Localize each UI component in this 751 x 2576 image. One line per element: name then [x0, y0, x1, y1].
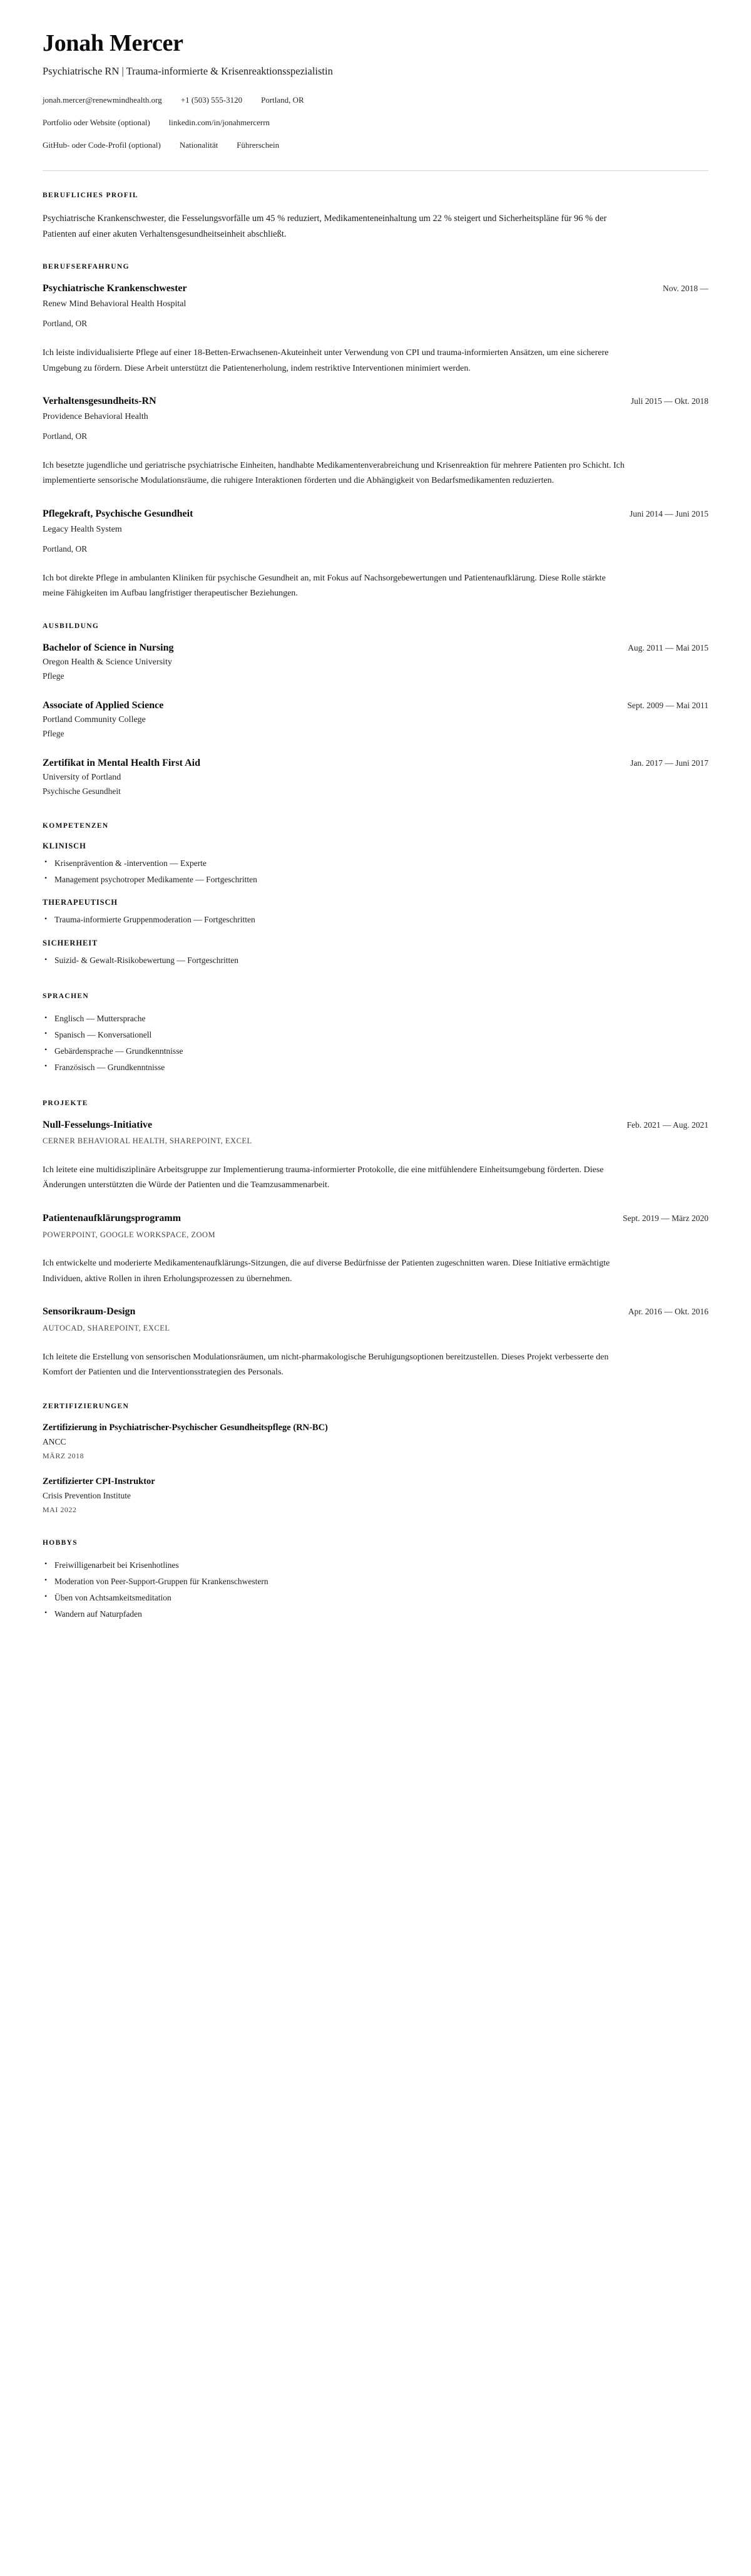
experience-dates: Nov. 2018 —	[663, 284, 708, 294]
language-list	[43, 1012, 708, 1074]
profile-summary-text: Psychiatrische Krankenschwester, die Fesselungsvorfälle um 45 % reduziert, Medikamenteneinhaltung um 22 % steigert und Sicherheitspläne für 96 % der Patienten auf einer akuten Verhaltensgesundheitseinheit abschließt.	[43, 214, 607, 240]
education-dates: Jan. 2017 — Juni 2017	[630, 758, 708, 768]
section-title-projects: PROJEKTE	[43, 1099, 88, 1107]
experience-dates: Juni 2014 — Juni 2015	[629, 508, 708, 518]
contact-phone[interactable]: +1 (503) 555-3120	[180, 95, 243, 105]
experience-role: Pflegekraft, Psychische Gesundheit	[43, 508, 193, 519]
project-entry	[43, 1119, 708, 1193]
project-entry-head	[43, 1119, 708, 1132]
education-degree: Associate of Applied Science	[43, 699, 164, 711]
skill-group	[43, 898, 708, 927]
section-languages	[43, 992, 708, 1074]
candidate-name: Jonah Mercer	[43, 30, 183, 56]
project-entry	[43, 1306, 708, 1380]
experience-location: Portland, OR	[43, 319, 88, 329]
education-entry	[43, 642, 708, 683]
project-description: Ich leitete eine multidisziplinäre Arbeitsgruppe zur Implementierung trauma-informierter Protokolle, die eine mitfühlendere Einheitsumgebung förderten. Diese Änderungen unterstützten die Würde der Patienten und die Teamzusammenarbeit.	[43, 1165, 604, 1190]
project-dates: Sept. 2019 — März 2020	[623, 1213, 708, 1223]
section-title-profile: BERUFLICHES PROFIL	[43, 192, 139, 200]
certification-entry	[43, 1476, 708, 1515]
project-name: Sensorikraum-Design	[43, 1306, 136, 1317]
section-title-education: AUSBILDUNG	[43, 622, 100, 630]
contact-row-web	[43, 117, 708, 129]
contact-drivers-license: Führerschein	[237, 140, 280, 150]
certification-name: Zertifizierter CPI-Instruktor	[43, 1476, 155, 1487]
education-entry	[43, 699, 708, 741]
experience-description: Ich besetzte jugendliche und geriatrische psychiatrische Einheiten, handhabte Medikamentenverabreichung und Krisenreaktion für mehrere Patienten pro Schicht. Ich implementierte sensorische Modulationsräume, die ruhigere Interaktionen förderten und die Abhängigkeit von Bedarfsmedikamenten reduzierten.	[43, 461, 625, 486]
project-tech-stack: POWERPOINT, GOOGLE WORKSPACE, ZOOM	[43, 1230, 216, 1239]
hobby-item: • Wandern auf Naturpfaden	[43, 1607, 708, 1621]
education-degree: Zertifikat in Mental Health First Aid	[43, 757, 200, 768]
experience-role: Psychiatrische Krankenschwester	[43, 283, 187, 294]
project-description: Ich entwickelte und moderierte Medikamentenaufklärungs-Sitzungen, die auf diverse Bedürfnisse der Patienten zugeschnitten waren. Diese Initiative ermächtigte Individuen, aktive Rollen in ihren Erholungsprozessen zu übernehmen.	[43, 1259, 610, 1284]
project-name: Null-Fesselungs-Initiative	[43, 1119, 153, 1130]
hobby-item: • Freiwilligenarbeit bei Krisenhotlines	[43, 1558, 708, 1572]
skill-list	[43, 954, 708, 967]
section-hobbies	[43, 1539, 708, 1620]
hobby-item: • Üben von Achtsamkeitsmeditation	[43, 1591, 708, 1605]
contact-portfolio[interactable]: Portfolio oder Website (optional)	[43, 117, 150, 127]
skill-group	[43, 939, 708, 967]
project-tech-stack: CERNER BEHAVIORAL HEALTH, SHAREPOINT, EXCEL	[43, 1136, 252, 1146]
experience-description: Ich bot direkte Pflege in ambulanten Kliniken für psychische Gesundheit an, mit Fokus auf Nachsorgebewertungen und Patientenaufklärung. Diese Rolle stärkte meine Fähigkeiten im Aufbau langfristiger therapeutischer Beziehungen.	[43, 573, 606, 599]
project-entry-head	[43, 1212, 708, 1225]
education-field: Psychische Gesundheit	[43, 786, 121, 796]
language-item: • Spanisch — Konversationell	[43, 1028, 708, 1042]
section-title-skills: KOMPETENZEN	[43, 822, 109, 830]
contact-email[interactable]: jonah.mercer@renewmindhealth.org	[43, 95, 162, 105]
project-description: Ich leitete die Erstellung von sensorischen Modulationsräumen, um nicht-pharmakologische Beruhigungsoptionen bereitzustellen. Dieses Projekt verbesserte den Komfort der Patienten und die Interventionsstrategien des Personals.	[43, 1352, 609, 1377]
contact-row-primary	[43, 95, 708, 106]
experience-organization: Legacy Health System	[43, 524, 122, 534]
section-education	[43, 622, 708, 798]
education-field: Pflege	[43, 729, 64, 739]
education-school: Portland Community College	[43, 715, 146, 725]
certification-date: MAI 2022	[43, 1505, 77, 1514]
skill-group-name: THERAPEUTISCH	[43, 898, 118, 907]
hobby-list	[43, 1558, 708, 1620]
experience-entry	[43, 282, 708, 376]
resume-header	[43, 30, 708, 171]
header-divider	[43, 170, 708, 171]
skill-group-name: KLINISCH	[43, 841, 86, 850]
experience-organization: Providence Behavioral Health	[43, 411, 148, 421]
experience-dates: Juli 2015 — Okt. 2018	[630, 396, 708, 406]
skill-list	[43, 913, 708, 927]
project-dates: Apr. 2016 — Okt. 2016	[628, 1307, 708, 1317]
section-title-hobbies: HOBBYS	[43, 1538, 78, 1547]
contact-github[interactable]: GitHub- oder Code-Profil (optional)	[43, 140, 161, 150]
experience-description: Ich leiste individualisierte Pflege auf einer 18-Betten-Erwachsenen-Akuteinheit unter Verwendung von CPI und trauma-informierten Ansätzen, um eine sicherere Umgebung zu fördern. Diese Arbeit unterstützt die Patientenerholung, indem restriktive Interventionen minimiert werden.	[43, 348, 609, 373]
education-entry	[43, 757, 708, 798]
project-entry	[43, 1212, 708, 1287]
experience-organization: Renew Mind Behavioral Health Hospital	[43, 299, 186, 309]
skill-item: • Suizid- & Gewalt-Risikobewertung — Fortgeschritten	[43, 954, 708, 967]
education-school: Oregon Health & Science University	[43, 657, 172, 667]
project-name: Patientenaufklärungsprogramm	[43, 1212, 181, 1224]
experience-entry	[43, 395, 708, 489]
candidate-headline: Psychiatrische RN | Trauma-informierte & Krisenreaktionsspezialistin	[43, 64, 333, 77]
skill-item: • Management psychotroper Medikamente — Fortgeschritten	[43, 873, 708, 887]
section-certifications	[43, 1403, 708, 1515]
certification-issuer: ANCC	[43, 1436, 66, 1446]
education-entry-head	[43, 642, 708, 655]
contact-nationality: Nationalität	[179, 140, 218, 150]
experience-location: Portland, OR	[43, 544, 88, 554]
section-title-experience: BERUFSERFAHRUNG	[43, 263, 130, 271]
language-item: • Französisch — Grundkenntnisse	[43, 1061, 708, 1074]
experience-role: Verhaltensgesundheits-RN	[43, 395, 156, 406]
project-dates: Feb. 2021 — Aug. 2021	[626, 1120, 708, 1130]
certification-date: MÄRZ 2018	[43, 1451, 84, 1461]
experience-entry-head	[43, 508, 708, 521]
education-dates: Aug. 2011 — Mai 2015	[628, 642, 708, 652]
certification-issuer: Crisis Prevention Institute	[43, 1490, 131, 1500]
certification-entry	[43, 1422, 708, 1461]
experience-entry-head	[43, 282, 708, 296]
experience-entry	[43, 508, 708, 602]
education-school: University of Portland	[43, 773, 121, 783]
education-dates: Sept. 2009 — Mai 2011	[627, 700, 708, 710]
project-tech-stack: AUTOCAD, SHAREPOINT, EXCEL	[43, 1323, 170, 1332]
skill-item: • Trauma-informierte Gruppenmoderation — Fortgeschritten	[43, 913, 708, 927]
experience-location: Portland, OR	[43, 431, 88, 441]
project-entry-head	[43, 1306, 708, 1319]
section-title-languages: SPRACHEN	[43, 992, 89, 1001]
certification-name: Zertifizierung in Psychiatrischer-Psychischer Gesundheitspflege (RN-BC)	[43, 1423, 328, 1433]
education-field: Pflege	[43, 671, 64, 681]
section-projects	[43, 1100, 708, 1381]
contact-row-extra	[43, 140, 708, 152]
contact-location: Portland, OR	[261, 95, 304, 105]
skill-list	[43, 857, 708, 887]
section-profile	[43, 192, 708, 242]
skill-item: • Krisenprävention & -intervention — Experte	[43, 857, 708, 870]
hobby-item: • Moderation von Peer-Support-Gruppen für Krankenschwestern	[43, 1575, 708, 1589]
education-degree: Bachelor of Science in Nursing	[43, 642, 174, 653]
language-item: • Gebärdensprache — Grundkenntnisse	[43, 1044, 708, 1058]
education-entry-head	[43, 757, 708, 770]
skill-group	[43, 842, 708, 887]
education-entry-head	[43, 699, 708, 713]
section-title-certifications: ZERTIFIZIERUNGEN	[43, 1403, 130, 1411]
contact-linkedin[interactable]: linkedin.com/in/jonahmercerrn	[168, 117, 270, 127]
language-item: • Englisch — Muttersprache	[43, 1012, 708, 1026]
skill-group-name: SICHERHEIT	[43, 939, 98, 948]
section-skills	[43, 822, 708, 967]
experience-entry-head	[43, 395, 708, 408]
section-experience	[43, 263, 708, 601]
